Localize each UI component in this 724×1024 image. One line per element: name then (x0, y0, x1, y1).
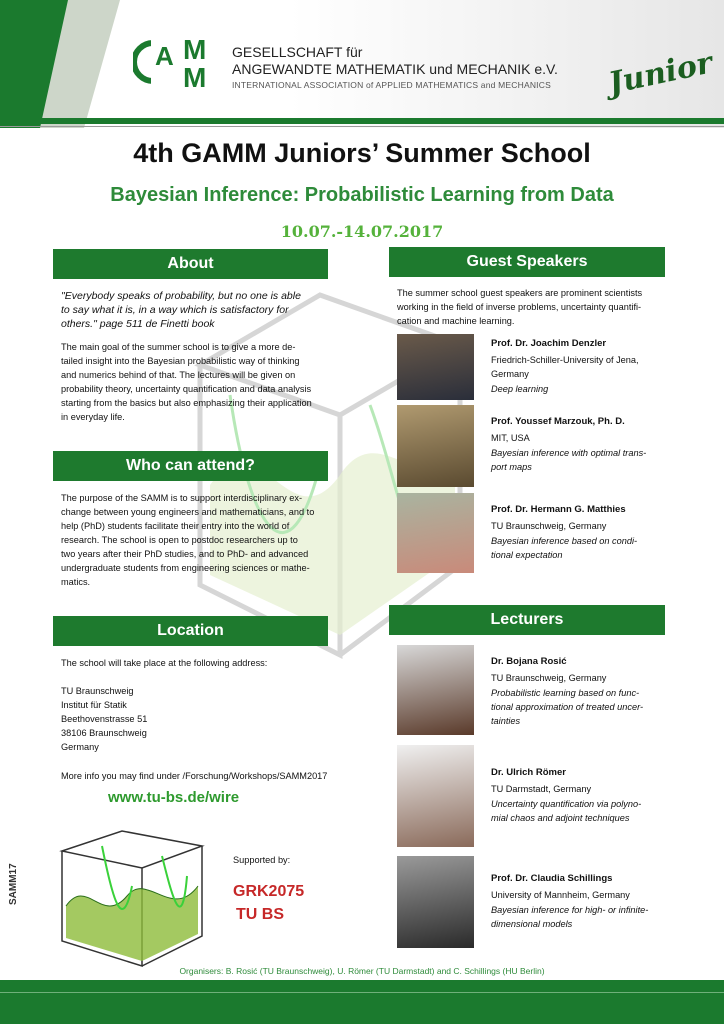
lecturer-topic-3: tainties (491, 716, 521, 726)
page-title: 4th GAMM Juniors’ Summer School (133, 138, 591, 168)
more-info-text: More info you may find under /Forschung/Workshops/SAMM2017 (61, 771, 328, 781)
about-quote-line2: to say what it is, in a way which is satisfactory for (61, 304, 289, 316)
lecturer-topic-2: tional approximation of treated uncer- (491, 702, 644, 712)
lecturer-affiliation: University of Mannheim, Germany (491, 890, 630, 900)
lecturer-name: Dr. Bojana Rosić (491, 656, 567, 667)
header-grey-line (0, 126, 724, 127)
supported-by-label: Supported by: (233, 855, 291, 865)
svg-text:A: A (155, 41, 174, 71)
svg-text:M: M (183, 34, 207, 65)
samm17-cube-icon (42, 826, 212, 976)
guests-intro-line3: cation and machine learning. (397, 316, 515, 326)
footer-green-band (0, 980, 724, 1024)
org-name-english: INTERNATIONAL ASSOCIATION of APPLIED MATHEMATICS and MECHANICS (232, 80, 551, 90)
samm17-label: SAMM17 (8, 863, 19, 905)
about-quote-line3: others." page 511 de Finetti book (61, 318, 215, 330)
gamm-logo-icon (133, 34, 223, 90)
speaker-photo (397, 493, 474, 573)
location-intro: The school will take place at the following address: (61, 658, 268, 668)
address-line1: TU Braunschweig (61, 686, 134, 696)
guests-intro-line1: The summer school guest speakers are prominent scientists (397, 288, 643, 298)
speaker-topic-2: tional expectation (491, 550, 563, 560)
attend-line3: help (PhD) students facilitate their entry into the world of (61, 521, 290, 531)
attend-line2: change between young engineers and mathematicians, and to (61, 507, 315, 517)
speaker-name: Prof. Dr. Joachim Denzler (491, 338, 607, 349)
junior-logo: Junior (605, 45, 716, 102)
about-body-line5: starting from the basics but also emphasizing their application (61, 398, 312, 408)
speaker-name: Prof. Youssef Marzouk, Ph. D. (491, 416, 625, 427)
lecturer-photo (397, 856, 474, 948)
lecturer-topic: Probabilistic learning based on func- (491, 688, 640, 698)
lecturer-affiliation: TU Braunschweig, Germany (491, 673, 607, 683)
speaker-affiliation: MIT, USA (491, 433, 530, 443)
lecturer-name: Dr. Ulrich Römer (491, 767, 566, 778)
org-name-line2: ANGEWANDTE MATHEMATIK und MECHANIK e.V. (232, 61, 558, 77)
speaker-topic-2: port maps (491, 462, 532, 472)
lecturer-topic-2: dimensional models (491, 919, 573, 929)
page-subtitle: Bayesian Inference: Probabilistic Learning from Data (110, 184, 614, 206)
speaker-affiliation: Friedrich-Schiller-University of Jena, (491, 355, 639, 365)
lecturer-topic: Bayesian inference for high- or infinite- (491, 905, 649, 915)
lecturer-topic: Uncertainty quantification via polyno- (491, 799, 642, 809)
lecturers-heading: Lecturers (389, 605, 665, 635)
website-link[interactable]: www.tu-bs.de/wire (108, 789, 240, 806)
org-name-line1: GESELLSCHAFT für (232, 44, 363, 60)
speaker-photo (397, 334, 474, 400)
lecturer-topic-2: mial chaos and adjoint techniques (491, 813, 630, 823)
lecturer-photo (397, 645, 474, 735)
lecturer-affiliation: TU Darmstadt, Germany (491, 784, 592, 794)
supporter-tubs: TU BS (236, 906, 284, 923)
organisers-footer: Organisers: B. Rosić (TU Braunschweig), U. Römer (TU Darmstadt) and C. Schillings (HU Berlin) (179, 966, 545, 976)
svg-text:M: M (183, 62, 207, 90)
supporter-grk2075: GRK2075 (233, 883, 305, 900)
guest-speakers-heading: Guest Speakers (389, 247, 665, 277)
attend-line4: research. The school is open to postdoc researchers up to (61, 535, 298, 545)
about-body-line4: probability theory, uncertainty quantification and data analysis (61, 384, 312, 394)
address-line5: Germany (61, 742, 99, 752)
about-body-line6: in everyday life. (61, 412, 125, 422)
attend-line5: two years after their PhD studies, and to PhD- and advanced (61, 549, 309, 559)
header-green-line (0, 118, 724, 124)
attend-heading: Who can attend? (53, 451, 328, 481)
about-quote-line1: "Everybody speaks of probability, but no one is able (61, 290, 301, 302)
speaker-affiliation: TU Braunschweig, Germany (491, 521, 607, 531)
address-line4: 38106 Braunschweig (61, 728, 147, 738)
attend-line7: matics. (61, 577, 91, 587)
guests-intro-line2: working in the field of inverse problems, uncertainty quantifi- (397, 302, 642, 312)
address-line2: Institut für Statik (61, 700, 127, 710)
speaker-topic: Deep learning (491, 384, 549, 394)
attend-line6: undergraduate students from engineering sciences or mathe- (61, 563, 310, 573)
speaker-topic: Bayesian inference based on condi- (491, 536, 638, 546)
speaker-topic: Bayesian inference with optimal trans- (491, 448, 647, 458)
about-body-line3: and numerics behind of that. The lectures will be given on (61, 370, 296, 380)
footer-light-line (0, 992, 724, 993)
event-dates: 10.07.-14.07.2017 (280, 222, 444, 241)
speaker-affiliation-2: Germany (491, 369, 529, 379)
address-line3: Beethovenstrasse 51 (61, 714, 148, 724)
location-heading: Location (53, 616, 328, 646)
attend-line1: The purpose of the SAMM is to support interdisciplinary ex- (61, 493, 303, 503)
speaker-name: Prof. Dr. Hermann G. Matthies (491, 504, 626, 515)
speaker-photo (397, 405, 474, 487)
about-body-line1: The main goal of the summer school is to give a more de- (61, 342, 296, 352)
about-heading: About (53, 249, 328, 279)
lecturer-photo (397, 745, 474, 847)
about-body-line2: tailed insight into the Bayesian probabilistic way of thinking (61, 356, 300, 366)
lecturer-name: Prof. Dr. Claudia Schillings (491, 873, 613, 884)
